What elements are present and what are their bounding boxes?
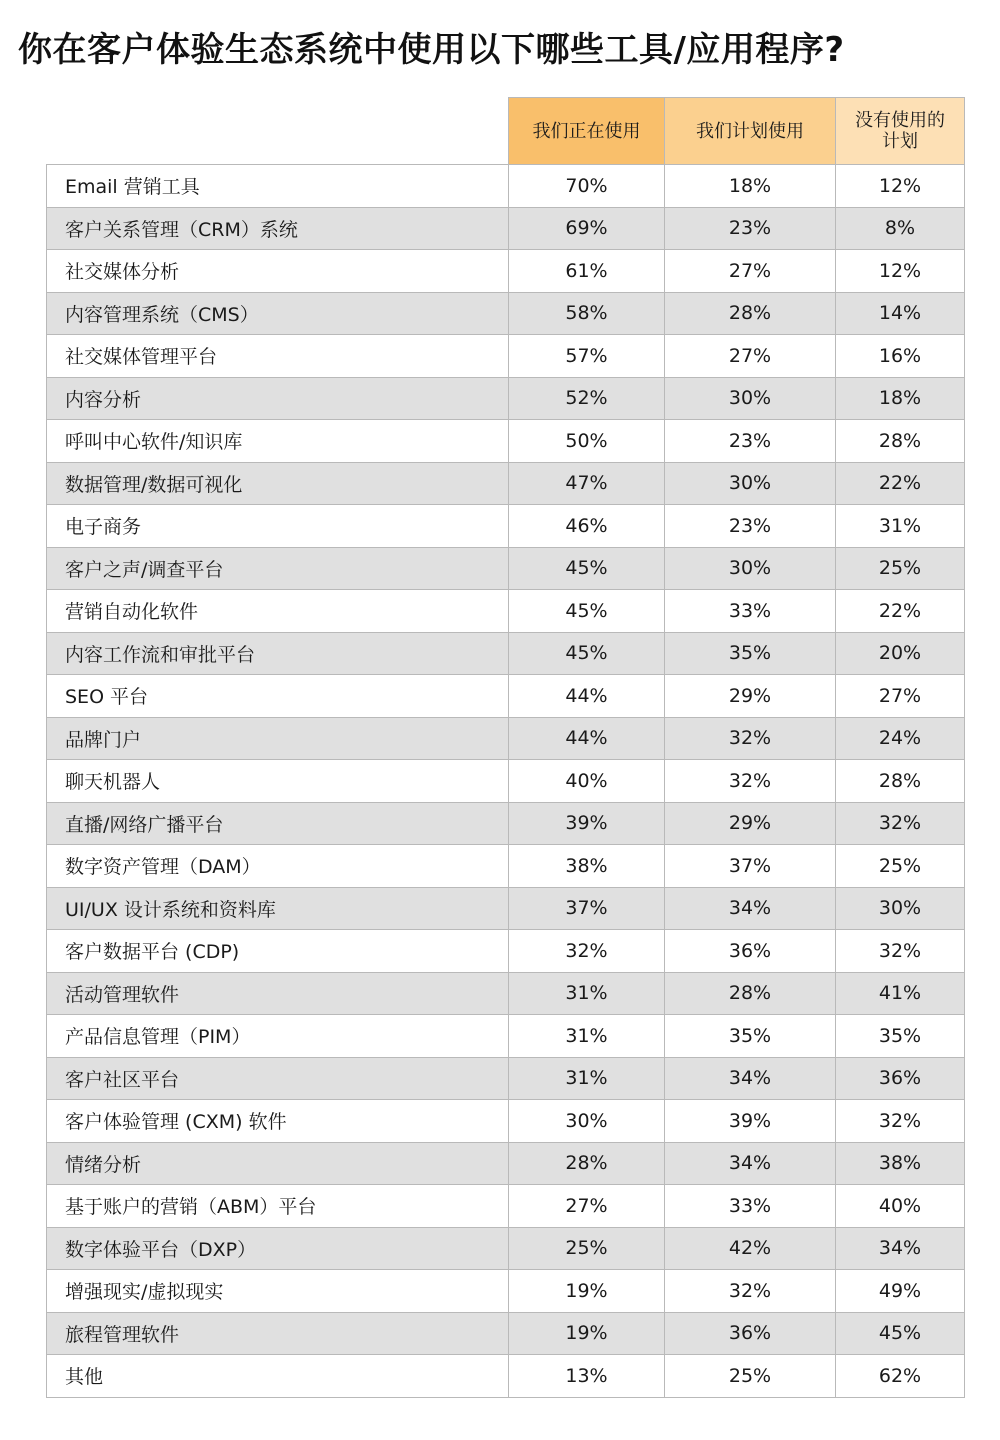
cell-using: 57% [509,335,665,378]
cell-planning: 36% [665,930,836,973]
cell-using: 44% [509,717,665,760]
cell-planning: 35% [665,1015,836,1058]
cell-planning: 28% [665,972,836,1015]
survey-table [46,97,965,1398]
column-header-using: 我们正在使用 [509,98,665,165]
cell-using: 19% [509,1270,665,1313]
cell-using: 32% [509,930,665,973]
cell-using: 30% [509,1100,665,1143]
row-label: 增强现实/虚拟现实 [47,1270,509,1313]
cell-planning: 37% [665,845,836,888]
cell-planning: 33% [665,590,836,633]
row-label: 产品信息管理（PIM） [47,1015,509,1058]
table-row [47,505,965,548]
cell-planning: 34% [665,1142,836,1185]
row-label: Email 营销工具 [47,165,509,208]
cell-no-plan: 45% [836,1312,965,1355]
table-row [47,250,965,293]
table-row [47,335,965,378]
row-label: 客户数据平台 (CDP) [47,930,509,973]
page-title: 你在客户体验生态系统中使用以下哪些工具/应用程序? [18,30,845,70]
row-label: 数字体验平台（DXP） [47,1227,509,1270]
cell-no-plan: 36% [836,1057,965,1100]
cell-planning: 27% [665,250,836,293]
table-row [47,292,965,335]
cell-planning: 27% [665,335,836,378]
row-label: 品牌门户 [47,717,509,760]
row-label: 营销自动化软件 [47,590,509,633]
row-label: 内容管理系统（CMS） [47,292,509,335]
cell-using: 46% [509,505,665,548]
cell-using: 27% [509,1185,665,1228]
table-row [47,590,965,633]
row-label: 客户关系管理（CRM）系统 [47,207,509,250]
table-row [47,207,965,250]
cell-planning: 32% [665,760,836,803]
cell-planning: 25% [665,1355,836,1398]
table-row [47,1312,965,1355]
cell-no-plan: 22% [836,590,965,633]
cell-no-plan: 27% [836,675,965,718]
table-row [47,1057,965,1100]
cell-using: 38% [509,845,665,888]
cell-using: 69% [509,207,665,250]
cell-no-plan: 12% [836,165,965,208]
cell-no-plan: 62% [836,1355,965,1398]
row-label: 电子商务 [47,505,509,548]
table-row [47,377,965,420]
table-row [47,165,965,208]
cell-planning: 36% [665,1312,836,1355]
cell-planning: 30% [665,377,836,420]
cell-using: 70% [509,165,665,208]
row-label: 客户之声/调查平台 [47,547,509,590]
cell-planning: 28% [665,292,836,335]
cell-using: 31% [509,972,665,1015]
header-blank [47,98,509,165]
cell-no-plan: 31% [836,505,965,548]
cell-using: 39% [509,802,665,845]
cell-using: 45% [509,590,665,633]
cell-planning: 34% [665,887,836,930]
table-row [47,1015,965,1058]
row-label: 内容分析 [47,377,509,420]
table-row [47,972,965,1015]
row-label: 聊天机器人 [47,760,509,803]
cell-no-plan: 14% [836,292,965,335]
row-label: 数字资产管理（DAM） [47,845,509,888]
column-header-planning: 我们计划使用 [665,98,836,165]
table-row [47,632,965,675]
cell-no-plan: 35% [836,1015,965,1058]
table-row [47,845,965,888]
cell-using: 40% [509,760,665,803]
cell-no-plan: 41% [836,972,965,1015]
cell-no-plan: 32% [836,1100,965,1143]
cell-using: 50% [509,420,665,463]
cell-no-plan: 8% [836,207,965,250]
cell-planning: 23% [665,207,836,250]
cell-using: 31% [509,1057,665,1100]
row-label: 客户体验管理 (CXM) 软件 [47,1100,509,1143]
cell-planning: 42% [665,1227,836,1270]
cell-using: 19% [509,1312,665,1355]
table-row [47,1227,965,1270]
cell-using: 44% [509,675,665,718]
cell-planning: 29% [665,802,836,845]
cell-no-plan: 32% [836,930,965,973]
table-row [47,462,965,505]
cell-using: 61% [509,250,665,293]
row-label: 数据管理/数据可视化 [47,462,509,505]
cell-using: 45% [509,632,665,675]
cell-no-plan: 34% [836,1227,965,1270]
cell-planning: 23% [665,505,836,548]
table-row [47,802,965,845]
cell-no-plan: 18% [836,377,965,420]
row-label: SEO 平台 [47,675,509,718]
row-label: 活动管理软件 [47,972,509,1015]
table-body [47,165,965,1398]
row-label: 基于账户的营销（ABM）平台 [47,1185,509,1228]
table-row [47,930,965,973]
row-label: 直播/网络广播平台 [47,802,509,845]
cell-no-plan: 16% [836,335,965,378]
cell-no-plan: 24% [836,717,965,760]
cell-planning: 18% [665,165,836,208]
cell-no-plan: 40% [836,1185,965,1228]
row-label: UI/UX 设计系统和资料库 [47,887,509,930]
table-row [47,1100,965,1143]
column-header-no-plan: 没有使用的计划 [836,98,965,165]
row-label: 呼叫中心软件/知识库 [47,420,509,463]
cell-using: 45% [509,547,665,590]
table-row [47,887,965,930]
cell-using: 28% [509,1142,665,1185]
row-label: 内容工作流和审批平台 [47,632,509,675]
table-row [47,1270,965,1313]
cell-planning: 34% [665,1057,836,1100]
table-row [47,547,965,590]
table-row [47,675,965,718]
table-row [47,1355,965,1398]
cell-planning: 32% [665,1270,836,1313]
cell-using: 37% [509,887,665,930]
table-row [47,717,965,760]
table-row [47,420,965,463]
cell-no-plan: 38% [836,1142,965,1185]
cell-planning: 30% [665,547,836,590]
cell-using: 47% [509,462,665,505]
cell-using: 58% [509,292,665,335]
cell-no-plan: 12% [836,250,965,293]
cell-planning: 33% [665,1185,836,1228]
row-label: 客户社区平台 [47,1057,509,1100]
table-row [47,1142,965,1185]
cell-using: 31% [509,1015,665,1058]
cell-planning: 32% [665,717,836,760]
row-label: 情绪分析 [47,1142,509,1185]
cell-no-plan: 28% [836,420,965,463]
header-row [47,98,965,165]
row-label: 其他 [47,1355,509,1398]
table-row [47,760,965,803]
cell-no-plan: 30% [836,887,965,930]
cell-planning: 23% [665,420,836,463]
table-row [47,1185,965,1228]
cell-planning: 29% [665,675,836,718]
cell-no-plan: 25% [836,845,965,888]
cell-no-plan: 22% [836,462,965,505]
cell-using: 13% [509,1355,665,1398]
cell-using: 25% [509,1227,665,1270]
row-label: 社交媒体管理平台 [47,335,509,378]
row-label: 社交媒体分析 [47,250,509,293]
cell-no-plan: 49% [836,1270,965,1313]
row-label: 旅程管理软件 [47,1312,509,1355]
cell-no-plan: 25% [836,547,965,590]
cell-no-plan: 32% [836,802,965,845]
cell-planning: 39% [665,1100,836,1143]
cell-no-plan: 20% [836,632,965,675]
cell-no-plan: 28% [836,760,965,803]
cell-planning: 30% [665,462,836,505]
cell-using: 52% [509,377,665,420]
cell-planning: 35% [665,632,836,675]
